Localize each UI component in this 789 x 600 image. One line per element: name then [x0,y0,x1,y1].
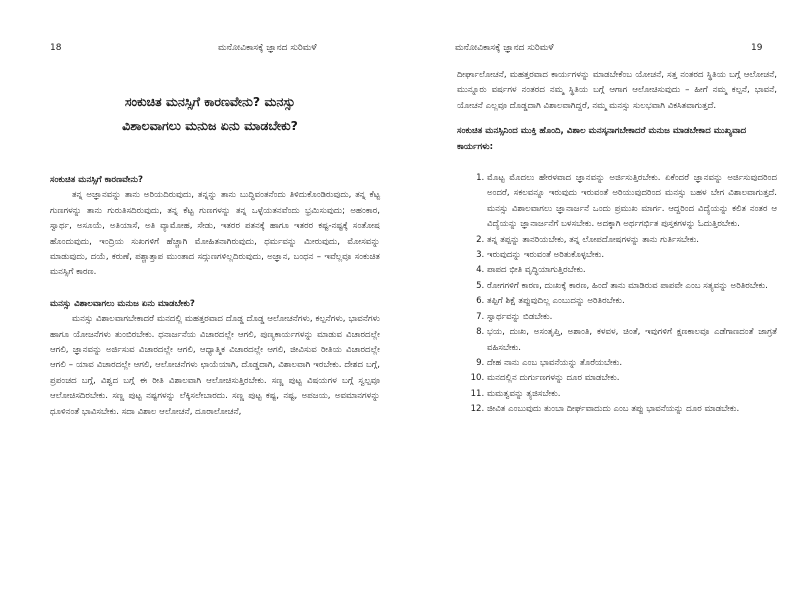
list-item: 1. ಮೊಟ್ಟ ಮೊದಲು ಹೇರಳವಾದ ಜ್ಞಾನವನ್ನು ಅರ್ಜಿಸುತ್ತಿರಬೇಕು. ಏಕೆಂದರೆ ಜ್ಞಾನವನ್ನು ಅರ್ಜಿಸುವುದರಿಂದ ಅಂದರೆ, ಸಕಲವನ್ನೂ ಇರುವುದು ಇರುವಂತೆ ಅರಿಯುವುದರಿಂದ ಮನಸ್ಸು ಬಹಳ ಬೇಗ ವಿಶಾಲವಾಗುತ್ತದೆ. ಮನಸ್ಸು ವಿಶಾಲವಾಗಲು ಜ್ಞಾನಾರ್ಜನೆ ಒಂದು ಪ್ರಮುಖ ಮಾರ್ಗ. ಆದ್ದರಿಂದ ವಿದ್ಯೆಯನ್ನು ಕಲಿತ ನಂತರ ಆ ವಿದ್ಯೆಯನ್ನು ಜ್ಞಾನಾರ್ಜನೆಗೆ ಬಳಸಬೇಕು. ಅದಕ್ಕಾಗಿ ಅರ್ಥಗರ್ಭಿತ ಪುಸ್ತಕಗಳನ್ನು ಓದುತ್ತಿರಬೇಕು. [487,171,777,233]
list-item: 12. ಜೀವಿತ ಎಂಬುವುದು ತುಂಬಾ ದೀರ್ಘವಾದುದು ಎಂಬ ತಪ್ಪು ಭಾವನೆಯನ್ನು ದೂರ ಮಾಡಬೇಕು. [487,402,777,417]
section-heading: ಸಂಕುಚಿತ ಮನಸ್ಸಿಗೆ ಕಾರಣವೇನು? [50,175,143,185]
list-item: 7. ಸ್ವಾರ್ಥವನ್ನು ಬಿಡಬೇಕು. [487,310,777,325]
chapter-title [50,90,370,138]
page-number: 18 [50,43,62,53]
body-paragraph: ತನ್ನ ಅಜ್ಞಾನವನ್ನು ತಾನು ಅರಿಯದಿರುವುದು, ತನ್ನನ್ನು ತಾನು ಬುದ್ಧಿವಂತನೆಂದು ತಿಳಿದುಕೊಂಡಿರುವುದು, ತನ್ನ ಕೆಟ್ಟ ಗುಣಗಳನ್ನು ತಾನು ಗುರುತಿಸದಿರುವುದು, ತನ್ನ ಕೆಟ್ಟ ಗುಣಗಳನ್ನು ತನ್ನ ಒಳ್ಳೆಯತನವೆಂದು ಭ್ರಮಿಸುವುದು; ಅಹಂಕಾರ, ಸ್ವಾರ್ಥ, ಅಸೂಯೆ, ಅತಿಯಾಸೆ, ಅತಿ ವ್ಯಾಮೋಹ, ಸೇಡು, ಇತರರ ಪತನಕ್ಕೆ ಹಾಗೂ ಇತರರ ಕಷ್ಟ-ನಷ್ಟಕ್ಕೆ ಸಂತೋಷ ಹೊಂದುವುದು, ಇಂದ್ರಿಯ ಸುಖಗಳಿಗೆ ಹೆಚ್ಚಾಗಿ ಮೋಹಿತನಾಗಿರುವುದು, ಧರ್ಮವನ್ನು ಮೀರುವುದು, ಮೋಸವನ್ನು ಮಾಡುವುದು, ದಯೆ, ಕರುಣೆ, ಪಶ್ಚಾತ್ತಾಪ ಮುಂತಾದ ಸದ್ಗುಣಗಳಿಲ್ಲದಿರುವುದು, ಅಜ್ಞಾನ, ಬಂಧನ – ಇವೆಲ್ಲವೂ ಸಂಕುಚಿತ ಮನಸ್ಸಿಗೆ ಕಾರಣ. [50,190,380,278]
list-item: 5. ರೋಗಗಳಿಗೆ ಕಾರಣ, ದುಃಖಕ್ಕೆ ಕಾರಣ, ಹಿಂದೆ ತಾನು ಮಾಡಿರುವ ಪಾಪವೇ ಎಂಬ ಸತ್ಯವನ್ನು ಅರಿತಿರಬೇಕು. [487,279,777,294]
list-item: 8. ಭಯ, ದುಃಖ, ಅಸಂತೃಪ್ತಿ, ಅಶಾಂತಿ, ಕಳವಳ, ಚಿಂತೆ, ಇವುಗಳಿಗೆ ಕ್ಷಣಕಾಲವೂ ಎಡೆಗಾಣದಂತೆ ಜಾಗ್ರತೆ ವಹಿಸಬೇಕು. [487,325,777,356]
list-item: 10. ಮನದಲ್ಲಿನ ದುರ್ಗುಣಗಳನ್ನು ದೂರ ಮಾಡಬೇಕು. [487,371,777,386]
chapter-title-line-2: ವಿಶಾಲವಾಗಲು ಮನುಜ ಏನು ಮಾಡಬೇಕು? [122,118,298,133]
body-paragraph: ಮನಸ್ಸು ವಿಶಾಲವಾಗಬೇಕಾದರೆ ಮನದಲ್ಲಿ ಮಹತ್ತರವಾದ ದೊಡ್ಡ ದೊಡ್ಡ ಆಲೋಚನೆಗಳು, ಕಲ್ಪನೆಗಳು, ಭಾವನೆಗಳು ಹಾಗೂ ಯೋಜನೆಗಳು ತುಂಬಿರಬೇಕು. ಧನಾರ್ಜನೆಯ ವಿಚಾರದಲ್ಲೇ ಆಗಲಿ, ಪುಣ್ಯಕಾರ್ಯಗಳನ್ನು ಮಾಡುವ ವಿಚಾರದಲ್ಲೇ ಆಗಲಿ, ಜ್ಞಾನವನ್ನು ಅರ್ಜಿಸುವ ವಿಚಾರದಲ್ಲೇ ಆಗಲಿ, ಆಧ್ಯಾತ್ಮಿಕ ವಿಚಾರದಲ್ಲೇ ಆಗಲಿ, ಜೀವಿಸುವ ರೀತಿಯ ವಿಚಾರದಲ್ಲೇ ಆಗಲಿ – ಯಾವ ವಿಚಾರದಲ್ಲೇ ಆಗಲಿ, ಆಲೋಚನೆಗಳು ಛಾಯೆಯಾಗಿ, ದೊಡ್ಡದಾಗಿ, ವಿಶಾಲವಾಗಿ ಇರಬೇಕು. ದೇಶದ ಬಗ್ಗೆ, ಪ್ರಪಂಚದ ಬಗ್ಗೆ, ವಿಶ್ವದ ಬಗ್ಗೆ ಈ ರೀತಿ ವಿಶಾಲವಾಗಿ ಆಲೋಚಿಸುತ್ತಿರಬೇಕು. ಸಣ್ಣ ಪುಟ್ಟ ವಿಷಯಗಳ ಬಗ್ಗೆ ಸ್ವಲ್ಪವೂ ಆಲೋಚಿಸದಿರಬೇಕು. ಸಣ್ಣ ಪುಟ್ಟ ನಷ್ಟಗಳನ್ನು ಲೆಕ್ಕಿಸಲೇಬಾರದು. ಸಣ್ಣ ಪುಟ್ಟ ಕಷ್ಟ, ನಷ್ಟ, ಅಪಜಯ, ಅವಮಾನಗಳನ್ನು ಧೂಳಿನಂತೆ ಭಾವಿಸಬೇಕು. ಸದಾ ವಿಶಾಲ ಆಲೋಚನೆ, ದೂರಾಲೋಚನೆ, [50,314,380,417]
list-item: 11. ಮಮತ್ವವನ್ನು ತ್ಯಜಿಸಬೇಕು. [487,387,777,402]
chapter-title-line-1: ಸಂಕುಚಿತ ಮನಸ್ಸಿಗೆ ಕಾರಣವೇನು? ಮನಸ್ಸು [124,94,296,109]
list-item: 3. ಇರುವುದನ್ನು ಇರುವಂತೆ ಅರಿತುಕೊಳ್ಳಬೇಕು. [487,248,777,263]
running-header: ಮನೋವಿಕಾಸಕ್ಕೆ ಜ್ಞಾನದ ಸುರಿಮಳೆ [455,43,554,53]
task-list [457,171,777,418]
list-item: 4. ಪಾಪದ ಭೀತಿ ವೃದ್ಧಿಯಾಗುತ್ತಿರಬೇಕು. [487,263,777,278]
list-item: 6. ತಪ್ಪಿಗೆ ಶಿಕ್ಷೆ ತಪ್ಪುವುದಿಲ್ಲ ಎಂಬುದನ್ನು ಅರಿತಿರಬೇಕು. [487,294,777,309]
list-item: 2. ತನ್ನ ತಪ್ಪನ್ನು ತಾನರಿಯಬೇಕು, ತನ್ನ ಲೋಪದೋಷಗಳನ್ನು ತಾನು ಗುರ್ತಿಸಬೇಕು. [487,233,777,248]
list-item: 9. ದೇಹ ನಾನು ಎಂಬ ಭಾವನೆಯನ್ನು ತೊರೆಯಬೇಕು. [487,356,777,371]
right-body [457,68,777,418]
page-number: 19 [751,43,763,53]
body-paragraph: ದೀರ್ಘಾಲೋಚನೆ, ಮಹತ್ತರವಾದ ಕಾರ್ಯಗಳನ್ನು ಮಾಡಬೇಕೆಂಬ ಯೋಚನೆ, ಸತ್ತ ನಂತರದ ಸ್ಥಿತಿಯ ಬಗ್ಗೆ ಆಲೋಚನೆ, ಮುನ್ನೂರು ವರ್ಷಗಳ ನಂತರದ ನಮ್ಮ ಸ್ಥಿತಿಯ ಬಗ್ಗೆ ಆಗಾಗ ಆಲೋಚಿಸುವುದು – ಹೀಗೆ ನಮ್ಮ ಕಲ್ಪನೆ, ಭಾವನೆ, ಯೋಚನೆ ಎಲ್ಲವೂ ದೊಡ್ಡದಾಗಿ ವಿಶಾಲವಾಗಿದ್ದರೆ, ನಮ್ಮ ಮನಸ್ಸು ಸುಲಭವಾಗಿ ವಿಕಸಿತವಾಗುತ್ತದೆ. [457,70,777,111]
running-header: ಮನೋವಿಕಾಸಕ್ಕೆ ಜ್ಞಾನದ ಸುರಿಮಳೆ [218,43,317,53]
section-heading: ಮನಸ್ಸು ವಿಶಾಲವಾಗಲು ಮನುಜ ಏನು ಮಾಡಬೇಕು? [50,298,195,309]
left-body [50,173,380,420]
section-heading: ಸಂಕುಚಿತ ಮನಸ್ಸಿನಿಂದ ಮುಕ್ತಿ ಹೊಂದಿ, ವಿಶಾಲ ಮನಸ್ಕನಾಗಬೇಕಾದರೆ ಮನುಜ ಮಾಡಬೇಕಾದ ಮುಖ್ಯವಾದ ಕಾರ್ಯಗಳು: [457,126,747,152]
right-page [395,0,789,600]
